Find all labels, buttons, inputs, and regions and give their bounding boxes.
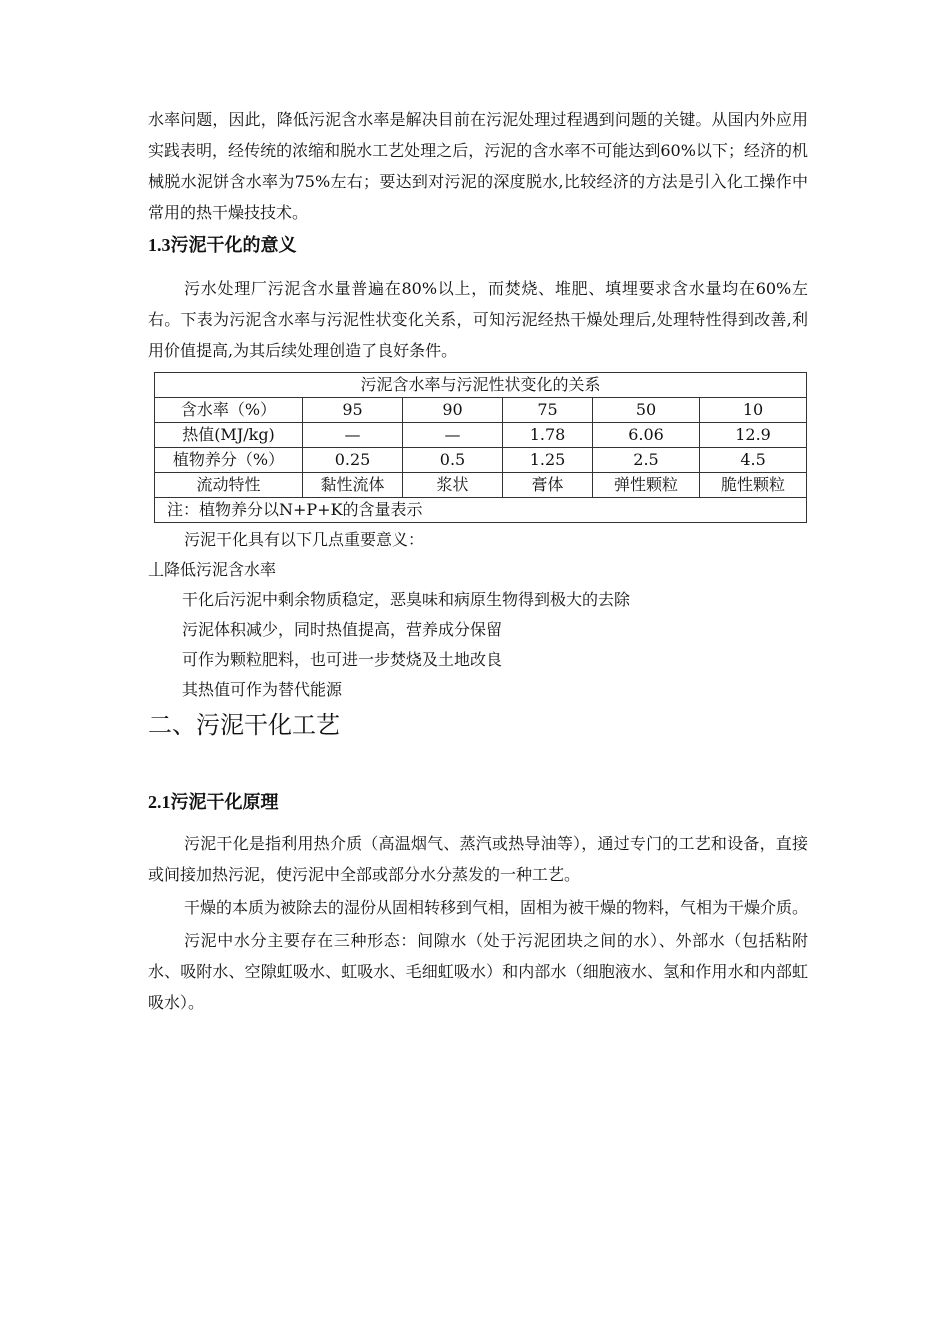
section-2-1-heading [148,787,808,818]
section-1-3-heading [148,230,808,261]
table-cell: 1.25 [503,448,593,473]
table-cell: 4.5 [700,448,807,473]
table-cell: 弹性颗粒 [593,473,700,498]
table-cell: 黏性流体 [303,473,403,498]
document-page [148,104,808,1018]
table-cell: 50 [593,398,700,423]
table-cell: 75 [503,398,593,423]
table-cell: 95 [303,398,403,423]
table-cell: — [303,423,403,448]
table-cell: 12.9 [700,423,807,448]
table-row [155,398,807,423]
list-item: 其热值可作为替代能源 [182,680,343,699]
table-caption: 污泥含水率与污泥性状变化的关系 [155,373,807,398]
table-cell: 浆状 [403,473,503,498]
table-cell: 10 [700,398,807,423]
table-cell: 流动特性 [155,473,303,498]
chapter-2-heading: 二、污泥干化工艺 [148,711,340,739]
table-cell: 脆性颗粒 [700,473,807,498]
table-caption-row [155,373,807,398]
table-cell: 膏体 [503,473,593,498]
table-row [155,473,807,498]
list-item: 可作为颗粒肥料，也可进一步焚烧及土地改良 [182,650,503,669]
section-2-1-paragraph: 污泥中水分主要存在三种形态：间隙水（处于污泥团块之间的水）、外部水（包括粘附水、吸附水、空隙虹吸水、虹吸水、毛细虹吸水）和内部水（细胞液水、氢和作用水和内部虹吸水）。 [148,931,808,1012]
section-title: 污泥干化原理 [170,792,279,813]
list-item: 干化后污泥中剩余物质稳定，恶臭味和病原生物得到极大的去除 [182,590,631,609]
table-cell: 1.78 [503,423,593,448]
intro-paragraph: 水率问题，因此，降低污泥含水率是解决目前在污泥处理过程遇到问题的关键。从国内外应用实践表明，经传统的浓缩和脱水工艺处理之后，污泥的含水率不可能达到60%以下；经济的机械脱水泥饼含水率为75%左右；要达到对污泥的深度脱水,比较经济的方法是引入化工操作中常用的热干燥技技术。 [148,110,808,222]
list-item: 污泥体积减少，同时热值提高，营养成分保留 [182,620,503,639]
table-cell: 0.25 [303,448,403,473]
section-number: 1.3 [148,235,171,255]
table-row [155,423,807,448]
table-cell: — [403,423,503,448]
significance-intro: 污泥干化具有以下几点重要意义： [184,530,425,549]
table-cell: 90 [403,398,503,423]
table-cell: 植物养分（%） [155,448,303,473]
table-cell: 6.06 [593,423,700,448]
section-2-1-paragraph: 污泥干化是指利用热介质（高温烟气、蒸汽或热导油等），通过专门的工艺和设备，直接或间接加热污泥，使污泥中全部或部分水分蒸发的一种工艺。 [148,834,808,884]
table-cell: 含水率（%） [155,398,303,423]
sludge-properties-table [154,372,807,523]
section-2-1-paragraph: 干燥的本质为被除去的湿份从固相转移到气相，固相为被干燥的物料，气相为干燥介质。 [184,898,809,917]
table-cell: 0.5 [403,448,503,473]
list-item: 丄降低污泥含水率 [148,560,277,579]
section-number: 2.1 [148,792,171,812]
section-1-3-paragraph: 污水处理厂污泥含水量普遍在80%以上，而焚烧、堆肥、填埋要求含水量均在60%左右。下表为污泥含水率与污泥性状变化关系，可知污泥经热干燥处理后,处理特性得到改善,利用价值提高,为其后续处理创造了良好条件。 [148,279,808,360]
table-note: 注：植物养分以N+P+K的含量表示 [155,498,807,523]
section-title: 污泥干化的意义 [170,235,297,256]
table-cell: 2.5 [593,448,700,473]
table-cell: 热值(MJ/kg) [155,423,303,448]
table-note-row [155,498,807,523]
table-row [155,448,807,473]
